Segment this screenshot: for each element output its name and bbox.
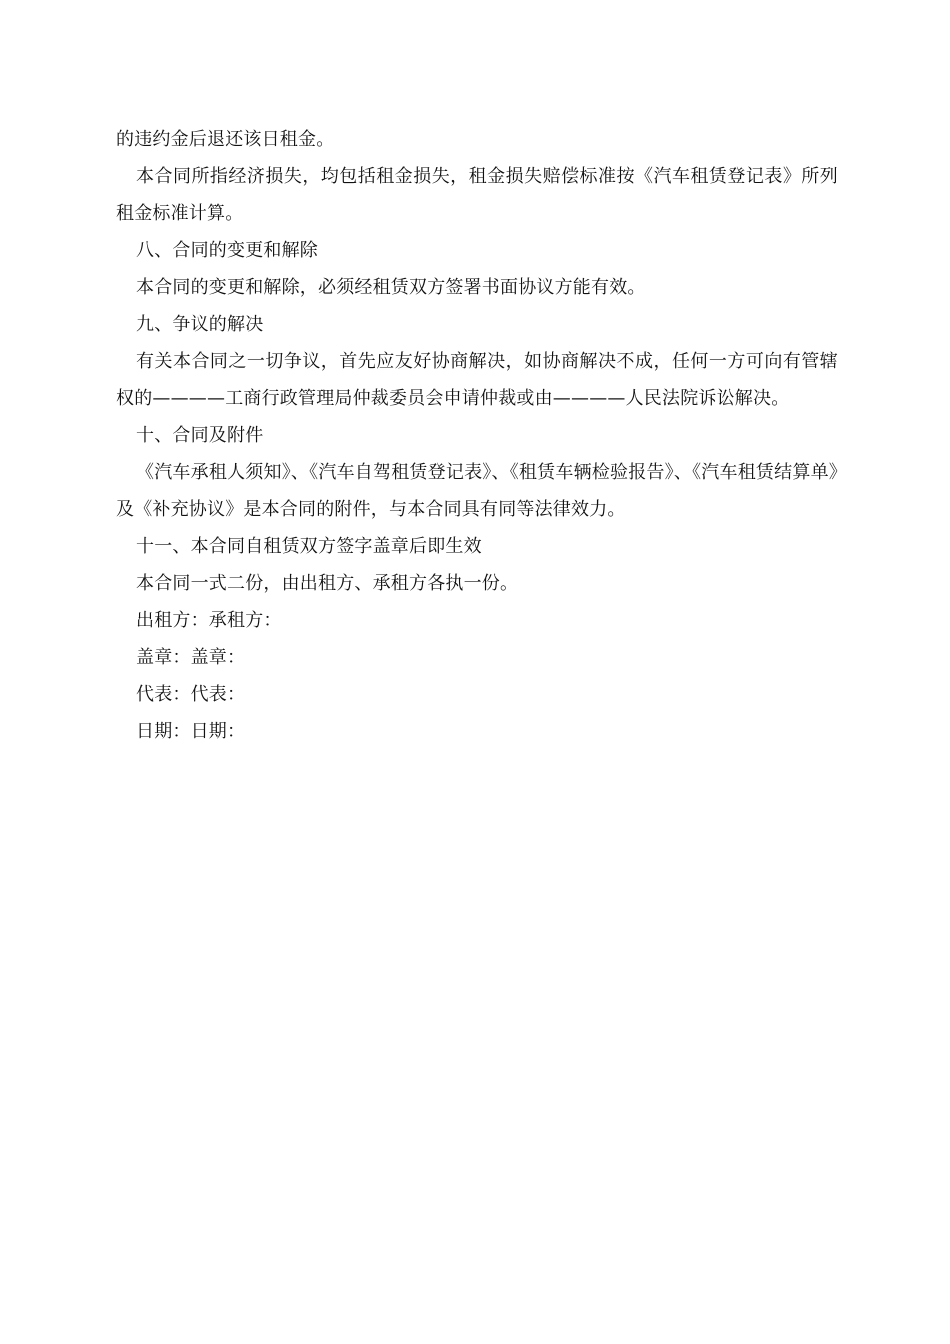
document-page	[116, 121, 838, 750]
signature-seal: 盖章：盖章：	[136, 647, 246, 668]
signature-date: 日期：日期：	[136, 721, 246, 742]
paragraph-copies: 本合同一式二份，由出租方、承租方各执一份。	[136, 573, 519, 594]
section-heading-11: 十一、本合同自租赁双方签字盖章后即生效	[136, 536, 482, 557]
paragraph-economic-loss: 本合同所指经济损失，均包括租金损失，租金损失赔偿标准按《汽车租赁登记表》所列租金标准计算。	[116, 166, 838, 224]
paragraph-change-termination: 本合同的变更和解除，必须经租赁双方签署书面协议方能有效。	[136, 277, 646, 298]
signature-parties: 出租方：承租方：	[136, 610, 282, 631]
section-heading-9: 九、争议的解决	[136, 314, 264, 335]
paragraph-dispute-resolution: 有关本合同之一切争议，首先应友好协商解决，如协商解决不成，任何一方可向有管辖权的————工商行政管理局仲裁委员会申请仲裁或由————人民法院诉讼解决。	[116, 351, 838, 409]
section-heading-10: 十、合同及附件	[136, 425, 264, 446]
signature-representative: 代表：代表：	[136, 684, 246, 705]
paragraph-penalty-refund: 的违约金后退还该日租金。	[116, 129, 335, 150]
section-heading-8: 八、合同的变更和解除	[136, 240, 318, 261]
paragraph-attachments: 《汽车承租人须知》、《汽车自驾租赁登记表》、《租赁车辆检验报告》、《汽车租赁结算单》及《补充协议》是本合同的附件，与本合同具有同等法律效力。	[116, 462, 838, 520]
